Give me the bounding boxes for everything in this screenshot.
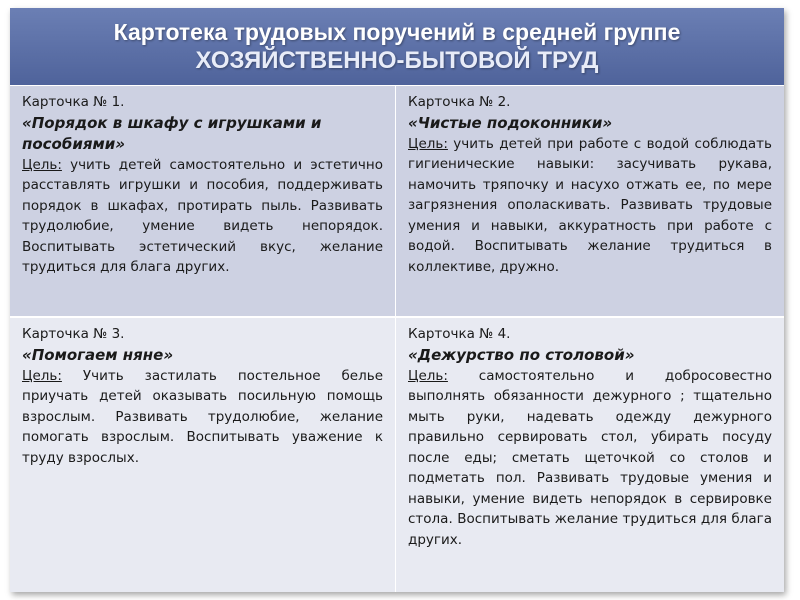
- goal-text: учить детей самостоятельно и эстетично расставлять игрушки и пособия, поддерживать порядок в шкафах, протирать пыль. Развивать трудолюбие, умение видеть непорядок. Воспитывать эстетический вкус, желание трудиться для блага других.: [22, 156, 383, 275]
- card-number: Карточка № 2.: [408, 94, 511, 110]
- goal-label: Цель:: [408, 135, 448, 152]
- card-goal: [22, 155, 383, 278]
- card-title: «Чистые подоконники»: [408, 113, 613, 132]
- card-2: [396, 86, 784, 318]
- goal-label: Цель:: [408, 367, 448, 384]
- card-goal: [408, 366, 772, 551]
- card-number: Карточка № 3.: [22, 326, 125, 342]
- slide-title: Картотека трудовых поручений в средней группе: [113, 19, 681, 45]
- slide-header: [10, 8, 784, 86]
- card-title: «Помогаем няне»: [22, 345, 174, 364]
- goal-label: Цель:: [22, 156, 62, 173]
- card-1: [10, 86, 396, 318]
- card-3: [10, 318, 396, 592]
- goal-text: самостоятельно и добросовестно выполнять обязанности дежурного ; тщательно мыть руки, надевать одежду дежурного правильно сервировать стол, убирать посуду после еды; сметать щеточкой со столов и подметать пол. Развивать трудовые умения и навыки, умение видеть непорядок в сервировке стола. Воспитывать желание трудиться для блага других.: [408, 367, 772, 548]
- card-number: Карточка № 1.: [22, 94, 125, 110]
- card-goal: [408, 134, 772, 278]
- card-4: [396, 318, 784, 592]
- card-title: «Дежурство по столовой»: [408, 345, 635, 364]
- goal-text: учить детей при работе с водой соблюдать гигиенические навыки: засучивать рукава, намочить тряпочку и насухо отжать ее, по мере загрязнения ополаскивать. Развивать трудовые умения и навыки, аккуратность при работе с водой. Воспитывать желание трудиться в коллективе, дружно.: [408, 135, 772, 275]
- card-number: Карточка № 4.: [408, 326, 511, 342]
- goal-text: Учить застилать постельное белье приучать детей оказывать посильную помощь взрослым. Развивать трудолюбие, желание помогать взрослым. Воспитывать уважение к труду взрослых.: [22, 367, 383, 466]
- slide-subtitle: ХОЗЯЙСТВЕННО-БЫТОВОЙ ТРУД: [195, 47, 599, 74]
- cards-table: [10, 86, 784, 592]
- slide-frame: [10, 8, 784, 592]
- goal-label: Цель:: [22, 367, 62, 384]
- card-title: «Порядок в шкафу с игрушками и пособиями»: [22, 113, 322, 153]
- card-goal: [22, 366, 383, 469]
